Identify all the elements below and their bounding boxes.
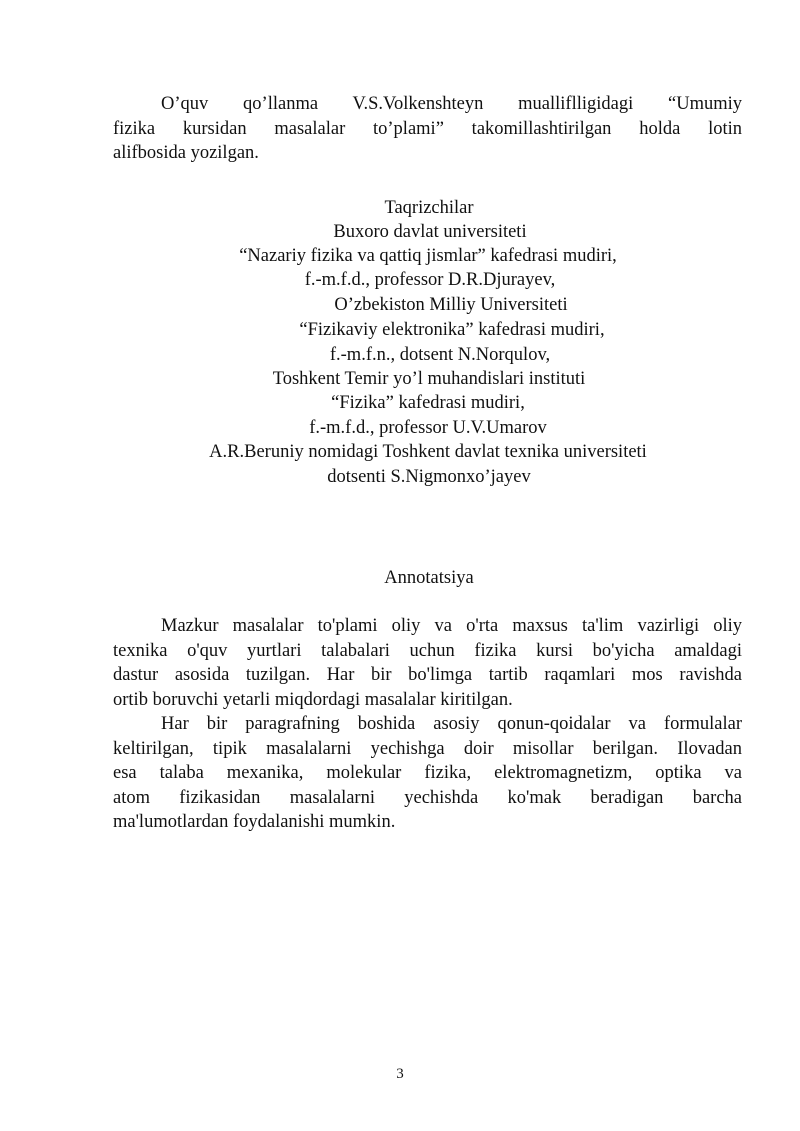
text-line: dastur asosida tuzilgan. Har bir bo'limga tartib raqamlari mos ravishda (113, 665, 742, 685)
text-line: Har bir paragrafning boshida asosiy qonun-qoidalar va formulalar (161, 714, 742, 734)
reviewer-line: f.-m.f.d., professor U.V.Umarov (309, 418, 547, 438)
annotation-paragraph-2 (113, 712, 742, 835)
text-line: ortib boruvchi yetarli miqdordagi masalalar kiritilgan. (113, 689, 513, 710)
text-line: texnika o'quv yurtlari talabalari uchun fizika kursi bo'yicha amaldagi (113, 640, 742, 661)
annotation-paragraph-1 (113, 614, 742, 712)
page-number: 3 (396, 1066, 404, 1082)
reviewer-line: O’zbekiston Milliy Universiteti (334, 295, 568, 315)
reviewer-line: “Nazariy fizika va qattiq jismlar” kafedrasi mudiri, (239, 246, 617, 266)
reviewer-line: f.-m.f.n., dotsent N.Norqulov, (329, 345, 551, 365)
reviewer-line: Buxoro davlat universiteti (333, 222, 527, 242)
text-line: fizika kursidan masalalar to’plami” takomillashtirilgan holda lotin (113, 118, 742, 139)
text-line: ma'lumotlardan foydalanishi mumkin. (113, 812, 396, 832)
reviewer-line: “Fizika” kafedrasi mudiri, (331, 393, 525, 413)
annotation-heading: Annotatsiya (384, 568, 474, 588)
text-line: Mazkur masalalar to'plami oliy va o'rta maxsus ta'lim vazirligi oliy (161, 616, 742, 636)
reviewers-heading: Taqrizchilar (384, 198, 474, 218)
text-line: alifbosida yozilgan. (113, 143, 259, 163)
reviewer-line: f.-m.f.d., professor D.R.Djurayev, (304, 270, 556, 290)
reviewer-line: A.R.Beruniy nomidagi Toshkent davlat texnika universiteti (209, 442, 647, 462)
reviewer-line: dotsenti S.Nigmonxo’jayev (327, 467, 531, 487)
text-line: O’quv qo’llanma V.S.Volkenshteyn mualliflligidagi “Umumiy (161, 94, 742, 114)
reviewer-line: “Fizikaviy elektronika” kafedrasi mudiri, (299, 320, 605, 340)
reviewer-line: Toshkent Temir yo’l muhandislari instituti (272, 369, 586, 389)
text-line: atom fizikasidan masalalarni yechishda ko'mak beradigan barcha (113, 787, 742, 808)
text-line: keltirilgan, tipik masalalarni yechishga doir misollar berilgan. Ilovadan (113, 738, 742, 759)
intro-paragraph (113, 92, 742, 166)
text-line: esa talaba mexanika, molekular fizika, elektromagnetizm, optika va (113, 763, 742, 783)
